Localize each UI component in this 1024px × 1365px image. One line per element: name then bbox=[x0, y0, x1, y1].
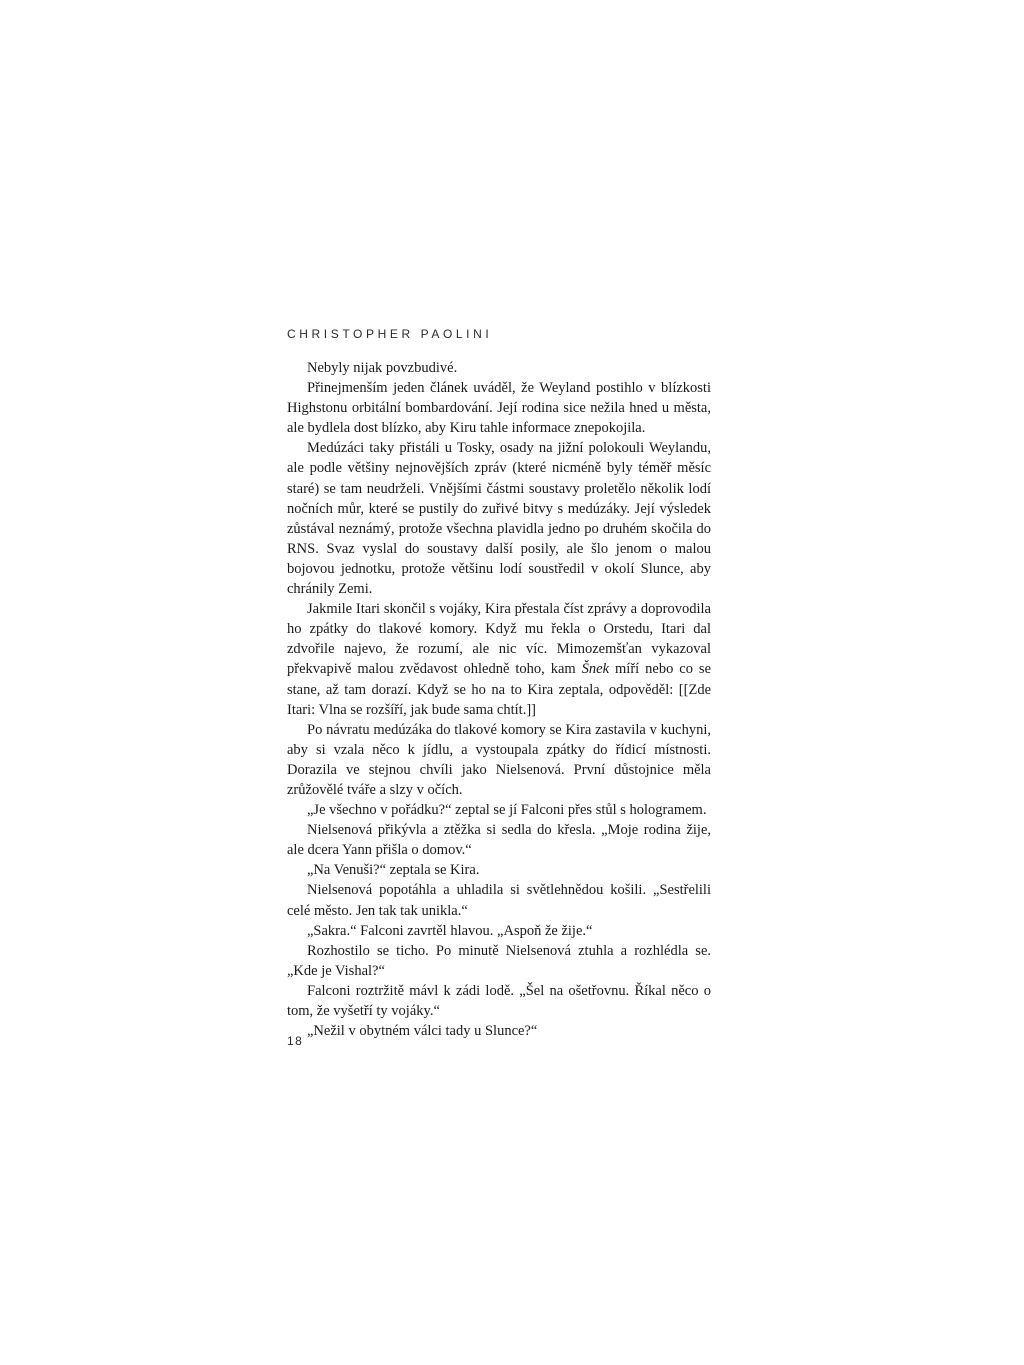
paragraph: Medúzáci taky přistáli u Tosky, osady na jižní polokouli Weylandu, ale podle většiny nejnovějších zpráv (které nicméně byly téměř měsíc staré) se tam neudrželi. Vnějšími částmi soustavy proletělo několik lodí nočních můr, které se pustily do zuřivé bitvy s medúzáky. Její výsledek zůstával neznámý, protože všechna plavidla jedno po druhém skočila do RNS. Svaz vyslal do soustavy další posily, ale šlo jenom o malou bojovou jednotku, protože většinu lodí soustředil v okolí Slunce, aby chránily Zemi. bbox=[287, 440, 711, 598]
italic-ship-name: Šnek bbox=[581, 661, 610, 678]
paragraph-text: míří nebo co se stane, až tam dorazí. Když se ho na to Kira zeptala, odpověděl: [[Zde Itari: Vlna se rozšíří, jak bude sama chtít.]] bbox=[287, 661, 711, 718]
paragraph: Falconi roztržitě mávl k zádi lodě. „Šel na ošetřovnu. Říkal něco o tom, že vyšetří ty vojáky.“ bbox=[287, 982, 711, 1019]
running-head: CHRISTOPHER PAOLINI bbox=[287, 327, 493, 341]
paragraph-text: Jakmile Itari skončil s vojáky, Kira přestala číst zprávy a doprovodila ho zpátky do tlakové komory. Když mu řekla o Orstedu, Itari dal zdvořile najevo, že rozumí, ale nic víc. Mimozemšťan vykazoval překvapivě malou zvědavost ohledně toho, kam bbox=[287, 601, 711, 678]
paragraph: „Nežil v obytném válci tady u Slunce?“ bbox=[307, 1023, 538, 1040]
page-number: 18 bbox=[287, 1034, 304, 1048]
body-text bbox=[287, 358, 711, 1041]
paragraph: Po návratu medúzáka do tlakové komory se Kira zastavila v kuchyni, aby si vzala něco k jídlu, a vystoupala zpátky do řídicí místnosti. Dorazila ve stejnou chvíli jako Nielsenová. První důstojnice měla zrůžovělé tváře a slzy v očích. bbox=[287, 721, 711, 798]
paragraph: „Je všechno v pořádku?“ zeptal se jí Falconi přes stůl s hologramem. bbox=[307, 802, 707, 819]
paragraph: Nielsenová přikývla a ztěžka si sedla do křesla. „Moje rodina žije, ale dcera Yann přišla o domov.“ bbox=[287, 822, 711, 859]
paragraph: Nebyly nijak povzbudivé. bbox=[307, 360, 458, 376]
paragraph bbox=[287, 599, 711, 720]
paragraph: Rozhostilo se ticho. Po minutě Nielsenová ztuhla a rozhlédla se. „Kde je Vishal?“ bbox=[287, 942, 711, 979]
paragraph: „Sakra.“ Falconi zavrtěl hlavou. „Aspoň že žije.“ bbox=[307, 922, 593, 939]
paragraph: Přinejmenším jeden článek uváděl, že Weyland postihlo v blízkosti Highstonu orbitální bombardování. Její rodina sice nežila hned u města, ale bydlela dost blízko, aby Kiru tahle informace znepokojila. bbox=[287, 380, 711, 437]
paragraph: „Na Venuši?“ zeptala se Kira. bbox=[307, 862, 480, 879]
paragraph: Nielsenová popotáhla a uhladila si světlehnědou košili. „Sestřelili celé město. Jen tak tak unikla.“ bbox=[287, 882, 711, 919]
